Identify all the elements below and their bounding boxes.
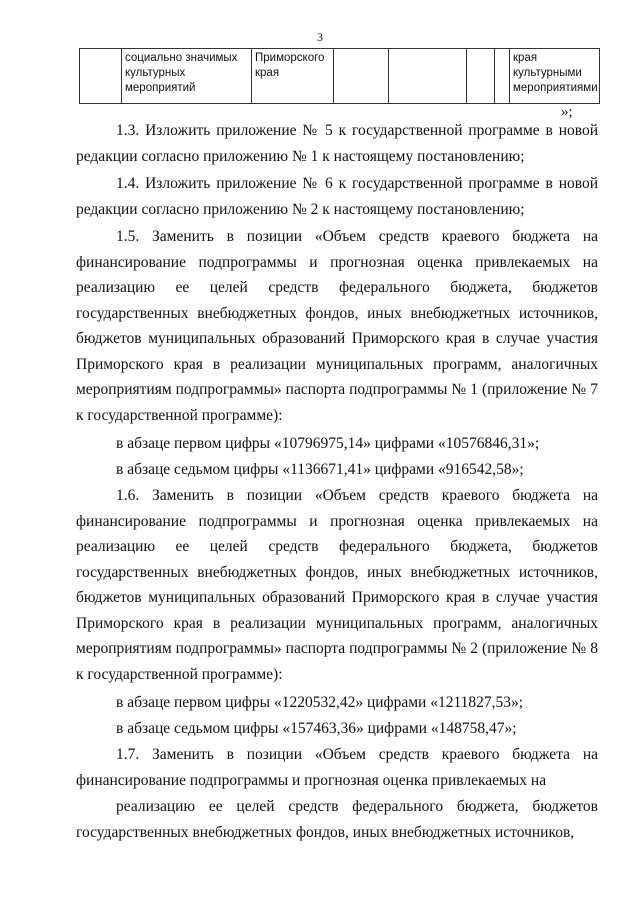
- paragraph-1-7: 1.7. Заменить в позиции «Объем средств краевого бюджета на финансирование подпрограммы и прогнозная оценка привлекаемых на: [76, 746, 598, 789]
- table-closing-quote: »;: [561, 104, 573, 120]
- continued-table: [79, 48, 600, 104]
- table-cell: [334, 49, 389, 104]
- table-cell: [495, 49, 510, 104]
- table-cell: социально значимых культурных мероприятий: [122, 49, 252, 104]
- table-cell: края культурными мероприятиями: [510, 49, 600, 104]
- paragraph-1-4: 1.4. Изложить приложение № 6 к государственной программе в новой редакции согласно приложению № 2 к настоящему постановлению;: [76, 175, 598, 218]
- paragraph-1-6-first-abzac: в абзаце первом цифры «1220532,42» цифрами «1211827,53»;: [116, 694, 524, 711]
- table-row: [80, 49, 600, 104]
- paragraph-1-6: 1.6. Заменить в позиции «Объем средств краевого бюджета на финансирование подпрограммы и прогнозная оценка привлекаемых на реализацию ее целей средств федерального бюджета, бюджетов государственных внебюджетных фондов, иных внебюджетных источников, бюджетов муниципальных образований Приморского края в случае участия Приморского края в реализации муниципальных программ, аналогичных мероприятиям подпрограммы» паспорта подпрограммы № 2 (приложение № 8 к государственной программе):: [76, 487, 598, 683]
- paragraph-1-6-seventh-abzac: в абзаце седьмом цифры «157463,36» цифрами «148758,47»;: [116, 720, 517, 737]
- paragraph-1-5: 1.5. Заменить в позиции «Объем средств краевого бюджета на финансирование подпрограммы и прогнозная оценка привлекаемых на реализацию ее целей средств федерального бюджета, бюджетов государственных внебюджетных фондов, иных внебюджетных источников, бюджетов муниципальных образований Приморского края в случае участия Приморского края в реализации муниципальных программ, аналогичных мероприятиям подпрограммы» паспорта подпрограммы № 1 (приложение № 7 к государственной программе):: [76, 228, 598, 424]
- paragraph-1-3: 1.3. Изложить приложение № 5 к государственной программе в новой редакции согласно приложению № 1 к настоящему постановлению;: [76, 122, 598, 165]
- table-cell: [80, 49, 122, 104]
- paragraph-1-5-seventh-abzac: в абзаце седьмом цифры «1136671,41» цифрами «916542,58»;: [116, 461, 524, 478]
- page-number: 3: [317, 30, 323, 44]
- paragraph-1-5-first-abzac: в абзаце первом цифры «10796975,14» цифрами «10576846,31»;: [116, 435, 540, 452]
- table-cell: [467, 49, 495, 104]
- table-cell: Приморского края: [252, 49, 334, 104]
- paragraph-1-7-continued: реализацию ее целей средств федерального бюджета, бюджетов государственных внебюджетных фондов, иных внебюджетных источников,: [76, 798, 598, 841]
- table-cell: [389, 49, 467, 104]
